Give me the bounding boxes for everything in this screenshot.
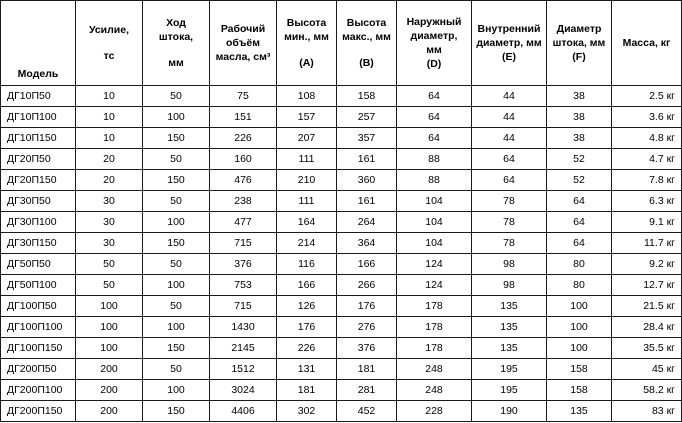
cell-height-max: 452 <box>337 401 397 422</box>
table-row <box>1 275 682 296</box>
cell-outer-diameter: 248 <box>397 359 472 380</box>
cell-height-max: 161 <box>337 191 397 212</box>
header-force-line: тс <box>103 50 115 62</box>
cell-volume: 1430 <box>210 317 277 338</box>
header-outer-diameter-line: мм <box>426 44 442 56</box>
cell-stroke: 50 <box>143 86 210 107</box>
cell-height-max: 161 <box>337 149 397 170</box>
cell-force: 100 <box>76 338 143 359</box>
cell-model: ДГ30П50 <box>1 191 76 212</box>
cell-stroke: 50 <box>143 149 210 170</box>
cell-height-max: 357 <box>337 128 397 149</box>
table-row <box>1 296 682 317</box>
cell-inner-diameter: 195 <box>472 380 547 401</box>
cell-volume: 151 <box>210 107 277 128</box>
cell-mass: 11.7 кг <box>612 233 682 254</box>
cell-height-min: 226 <box>277 338 337 359</box>
cell-model: ДГ50П100 <box>1 275 76 296</box>
cell-mass: 9.2 кг <box>612 254 682 275</box>
header-height-min-line: мин., мм <box>284 30 329 43</box>
cell-stroke: 50 <box>143 254 210 275</box>
cell-outer-diameter: 104 <box>397 191 472 212</box>
cell-force: 10 <box>76 107 143 128</box>
cell-outer-diameter: 178 <box>397 317 472 338</box>
header-model-line: Модель <box>17 67 59 80</box>
cell-force: 100 <box>76 317 143 338</box>
cell-height-max: 266 <box>337 275 397 296</box>
header-stroke <box>143 1 210 86</box>
cell-model: ДГ200П50 <box>1 359 76 380</box>
header-stroke-line: мм <box>168 57 184 70</box>
cell-outer-diameter: 64 <box>397 86 472 107</box>
cell-mass: 9.1 кг <box>612 212 682 233</box>
table-row <box>1 86 682 107</box>
cell-force: 50 <box>76 275 143 296</box>
cell-volume: 715 <box>210 296 277 317</box>
cell-force: 100 <box>76 296 143 317</box>
cell-stroke: 50 <box>143 191 210 212</box>
cell-height-min: 181 <box>277 380 337 401</box>
table-row <box>1 359 682 380</box>
cell-mass: 83 кг <box>612 401 682 422</box>
cell-height-min: 176 <box>277 317 337 338</box>
header-model <box>1 1 76 86</box>
cell-height-max: 176 <box>337 296 397 317</box>
cell-height-min: 207 <box>277 128 337 149</box>
cell-outer-diameter: 124 <box>397 275 472 296</box>
cell-volume: 376 <box>210 254 277 275</box>
cell-outer-diameter: 88 <box>397 170 472 191</box>
cell-inner-diameter: 98 <box>472 254 547 275</box>
cell-force: 200 <box>76 401 143 422</box>
cell-volume: 75 <box>210 86 277 107</box>
cell-mass: 12.7 кг <box>612 275 682 296</box>
header-row <box>1 1 682 86</box>
cell-outer-diameter: 64 <box>397 107 472 128</box>
cell-inner-diameter: 190 <box>472 401 547 422</box>
cell-rod-diameter: 100 <box>547 338 612 359</box>
cell-stroke: 150 <box>143 233 210 254</box>
cell-height-min: 108 <box>277 86 337 107</box>
cell-outer-diameter: 88 <box>397 149 472 170</box>
cell-volume: 3024 <box>210 380 277 401</box>
cell-force: 200 <box>76 380 143 401</box>
cell-volume: 160 <box>210 149 277 170</box>
cell-height-min: 210 <box>277 170 337 191</box>
cell-inner-diameter: 64 <box>472 149 547 170</box>
cell-volume: 1512 <box>210 359 277 380</box>
cell-outer-diameter: 104 <box>397 212 472 233</box>
header-height-min-line: (A) <box>299 57 314 70</box>
cell-volume: 715 <box>210 233 277 254</box>
cell-height-min: 116 <box>277 254 337 275</box>
cell-height-max: 364 <box>337 233 397 254</box>
cell-volume: 226 <box>210 128 277 149</box>
cell-outer-diameter: 178 <box>397 338 472 359</box>
cell-volume: 476 <box>210 170 277 191</box>
cell-model: ДГ100П150 <box>1 338 76 359</box>
cell-mass: 6.3 кг <box>612 191 682 212</box>
cell-inner-diameter: 98 <box>472 275 547 296</box>
header-height-min <box>277 1 337 86</box>
header-outer-diameter-line: диаметр, <box>410 29 458 42</box>
cell-stroke: 150 <box>143 170 210 191</box>
header-volume-line: объём <box>225 36 261 49</box>
cell-height-min: 111 <box>277 191 337 212</box>
header-outer-diameter-line: Наружный <box>406 15 462 28</box>
cell-height-max: 166 <box>337 254 397 275</box>
cell-model: ДГ100П100 <box>1 317 76 338</box>
cell-force: 10 <box>76 86 143 107</box>
table-row <box>1 233 682 254</box>
cell-stroke: 100 <box>143 317 210 338</box>
header-rod-diameter <box>547 1 612 86</box>
cell-height-min: 214 <box>277 233 337 254</box>
header-rod-diameter-line: Диаметр <box>556 22 602 35</box>
header-mass-line: Масса, кг <box>622 36 671 49</box>
cell-model: ДГ20П150 <box>1 170 76 191</box>
cell-inner-diameter: 64 <box>472 170 547 191</box>
cell-volume: 477 <box>210 212 277 233</box>
cell-rod-diameter: 38 <box>547 128 612 149</box>
cell-rod-diameter: 52 <box>547 170 612 191</box>
table-body <box>1 86 682 422</box>
cell-height-min: 164 <box>277 212 337 233</box>
table-row <box>1 191 682 212</box>
header-stroke-line: Ход <box>166 16 186 29</box>
cell-model: ДГ200П100 <box>1 380 76 401</box>
header-height-min-line: Высота <box>286 16 327 29</box>
cell-inner-diameter: 44 <box>472 107 547 128</box>
cell-inner-diameter: 78 <box>472 233 547 254</box>
cell-height-min: 302 <box>277 401 337 422</box>
cell-mass: 7.8 кг <box>612 170 682 191</box>
cell-mass: 4.7 кг <box>612 149 682 170</box>
cell-stroke: 100 <box>143 107 210 128</box>
cell-mass: 21.5 кг <box>612 296 682 317</box>
table-row <box>1 170 682 191</box>
table-row <box>1 317 682 338</box>
cell-model: ДГ10П150 <box>1 128 76 149</box>
cell-volume: 238 <box>210 191 277 212</box>
cell-mass: 45 кг <box>612 359 682 380</box>
cell-outer-diameter: 248 <box>397 380 472 401</box>
header-inner-diameter-line: (E) <box>502 51 516 64</box>
header-force-line: Усилие, <box>88 23 130 36</box>
cell-model: ДГ100П50 <box>1 296 76 317</box>
header-volume-line: Рабочий <box>220 22 266 35</box>
cell-stroke: 150 <box>143 128 210 149</box>
cell-rod-diameter: 158 <box>547 359 612 380</box>
cell-model: ДГ30П150 <box>1 233 76 254</box>
cell-rod-diameter: 100 <box>547 317 612 338</box>
table-row <box>1 380 682 401</box>
cell-mass: 58.2 кг <box>612 380 682 401</box>
cell-inner-diameter: 135 <box>472 338 547 359</box>
cell-inner-diameter: 44 <box>472 128 547 149</box>
cell-rod-diameter: 38 <box>547 86 612 107</box>
cell-height-max: 376 <box>337 338 397 359</box>
header-volume-line: масла, см³ <box>215 51 271 64</box>
table-row <box>1 128 682 149</box>
cell-rod-diameter: 80 <box>547 275 612 296</box>
cell-height-min: 166 <box>277 275 337 296</box>
cell-stroke: 150 <box>143 338 210 359</box>
cell-force: 20 <box>76 170 143 191</box>
header-height-max-line: (B) <box>359 57 374 70</box>
cell-stroke: 150 <box>143 401 210 422</box>
cell-inner-diameter: 135 <box>472 296 547 317</box>
cell-rod-diameter: 64 <box>547 191 612 212</box>
cell-stroke: 100 <box>143 212 210 233</box>
cell-model: ДГ200П150 <box>1 401 76 422</box>
cell-force: 30 <box>76 212 143 233</box>
table-row <box>1 401 682 422</box>
cell-model: ДГ30П100 <box>1 212 76 233</box>
header-force <box>76 1 143 86</box>
cell-rod-diameter: 64 <box>547 212 612 233</box>
cell-force: 30 <box>76 191 143 212</box>
cell-inner-diameter: 44 <box>472 86 547 107</box>
cell-outer-diameter: 178 <box>397 296 472 317</box>
cell-model: ДГ20П50 <box>1 149 76 170</box>
cell-volume: 2145 <box>210 338 277 359</box>
header-rod-diameter-line: штока, мм <box>552 36 606 49</box>
cell-force: 20 <box>76 149 143 170</box>
cell-height-max: 360 <box>337 170 397 191</box>
header-outer-diameter <box>397 1 472 86</box>
cell-height-max: 281 <box>337 380 397 401</box>
cell-force: 30 <box>76 233 143 254</box>
cell-rod-diameter: 38 <box>547 107 612 128</box>
cell-outer-diameter: 64 <box>397 128 472 149</box>
cell-inner-diameter: 135 <box>472 317 547 338</box>
cell-outer-diameter: 104 <box>397 233 472 254</box>
cell-mass: 3.6 кг <box>612 107 682 128</box>
header-rod-diameter-line: (F) <box>572 51 586 64</box>
cell-height-min: 157 <box>277 107 337 128</box>
cell-height-min: 131 <box>277 359 337 380</box>
cell-mass: 35.5 кг <box>612 338 682 359</box>
header-inner-diameter-line: Внутренний <box>477 22 541 35</box>
cell-outer-diameter: 124 <box>397 254 472 275</box>
cell-model: ДГ10П50 <box>1 86 76 107</box>
cell-inner-diameter: 78 <box>472 191 547 212</box>
header-inner-diameter-line: диаметр, мм <box>476 36 542 49</box>
cell-model: ДГ10П100 <box>1 107 76 128</box>
cell-height-max: 158 <box>337 86 397 107</box>
cell-height-min: 126 <box>277 296 337 317</box>
cell-stroke: 50 <box>143 359 210 380</box>
header-height-max <box>337 1 397 86</box>
cell-height-min: 111 <box>277 149 337 170</box>
cell-model: ДГ50П50 <box>1 254 76 275</box>
cell-height-max: 257 <box>337 107 397 128</box>
header-outer-diameter-line: (D) <box>426 58 442 71</box>
cell-rod-diameter: 64 <box>547 233 612 254</box>
cell-mass: 4.8 кг <box>612 128 682 149</box>
header-volume <box>210 1 277 86</box>
cell-outer-diameter: 228 <box>397 401 472 422</box>
cell-rod-diameter: 80 <box>547 254 612 275</box>
cell-volume: 4406 <box>210 401 277 422</box>
table-row <box>1 254 682 275</box>
header-mass <box>612 1 682 86</box>
cell-force: 200 <box>76 359 143 380</box>
header-stroke-line: штока, <box>158 30 194 43</box>
cell-height-max: 264 <box>337 212 397 233</box>
cell-rod-diameter: 158 <box>547 380 612 401</box>
header-height-max-line: Высота <box>346 16 387 29</box>
cell-stroke: 50 <box>143 296 210 317</box>
cell-rod-diameter: 135 <box>547 401 612 422</box>
cell-height-max: 276 <box>337 317 397 338</box>
table-row <box>1 107 682 128</box>
cell-mass: 2.5 кг <box>612 86 682 107</box>
table-row <box>1 338 682 359</box>
cell-inner-diameter: 195 <box>472 359 547 380</box>
header-height-max-line: макс., мм <box>342 30 391 43</box>
cell-stroke: 100 <box>143 275 210 296</box>
cell-rod-diameter: 52 <box>547 149 612 170</box>
cell-mass: 28.4 кг <box>612 317 682 338</box>
cell-rod-diameter: 100 <box>547 296 612 317</box>
cell-inner-diameter: 78 <box>472 212 547 233</box>
table-row <box>1 212 682 233</box>
cell-volume: 753 <box>210 275 277 296</box>
cell-stroke: 100 <box>143 380 210 401</box>
table-row <box>1 149 682 170</box>
cell-height-max: 181 <box>337 359 397 380</box>
cell-force: 50 <box>76 254 143 275</box>
cell-force: 10 <box>76 128 143 149</box>
header-inner-diameter <box>472 1 547 86</box>
